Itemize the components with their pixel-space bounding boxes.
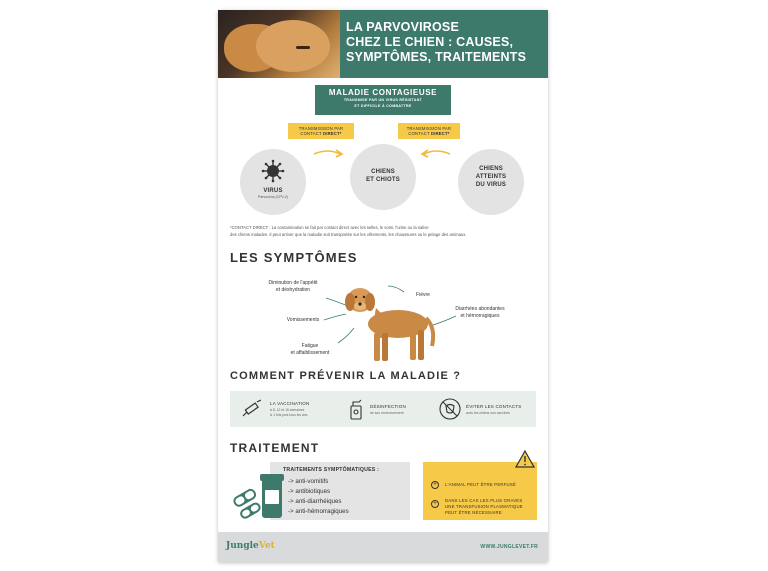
note-line2: des chiens malades. Il peut arriver que la maladie soit transportée sur les vêtements, les chaussures ou le pelage des animaux. <box>230 232 467 237</box>
plus-icon: + <box>431 481 439 489</box>
treatment-item: -> anti-vomitifs <box>288 478 329 485</box>
appetit-line1: Diminution de l'appétit <box>268 280 318 286</box>
no-contact-dog-icon <box>438 397 462 421</box>
traitement-title: TRAITEMENT <box>230 441 320 455</box>
treatment-item: -> anti-diarrhéiques <box>288 498 342 505</box>
atteints-line2: ATTEINTS <box>475 174 507 180</box>
symptomes-title: LES SYMPTÔMES <box>230 250 358 265</box>
symptom-vomissements: Vomissements <box>286 317 320 323</box>
maladie-subtitle-1: TRANSMISE PAR UN VIRUS RÉSISTANT <box>343 98 423 102</box>
warn-transfusion <box>445 498 523 516</box>
traitements-box-title: TRAITEMENTS SYMPTÔMATIQUES : <box>283 467 379 473</box>
tag-right-prefix: CONTACT <box>408 131 431 136</box>
contacts-title: ÉVITER LES CONTACTS <box>466 404 522 409</box>
spray-bottle-icon <box>348 398 364 420</box>
tag-right-line1: TRANSMISSION PAR <box>406 126 452 131</box>
chiens-line2: ET CHIOTS <box>366 177 400 183</box>
diarrhees-line1: Diarrhées abondantes <box>455 306 505 312</box>
warn2-line1: DANS LES CAS LES PLUS GRAVES <box>445 498 523 503</box>
syringe-icon <box>242 399 264 419</box>
logo-part1: Jungle <box>226 541 259 551</box>
maladie-subtitle-2: ET DIFFICILE À COMBATTRE <box>354 104 412 108</box>
fatigue-line1: Fatigue <box>301 343 319 349</box>
desinfection-title: DÉSINFECTION <box>370 404 406 409</box>
desinfection-sub: de son environnement <box>370 411 404 415</box>
vaccination-title: LA VACCINATION <box>270 401 310 406</box>
prevention-box <box>230 391 536 427</box>
title-line-3: SYMPTÔMES, TRAITEMENTS <box>346 50 527 64</box>
plus-icon: + <box>431 500 439 508</box>
vaccination-sub1: à 8, 12 et 16 semaines <box>270 408 305 412</box>
warn2-line2: UNE TRANSFUSION PLASMATIQUE <box>445 504 523 509</box>
title-line-1: LA PARVOVIROSE <box>346 20 460 34</box>
infographic-poster <box>218 10 548 562</box>
warn2-line3: PEUT ÊTRE NÉCESSAIRE <box>445 510 502 515</box>
logo-part2: Vet <box>258 541 275 551</box>
traitements-box <box>270 462 410 520</box>
note-line1: *CONTACT DIRECT : La contamination se fait par contact direct avec les selles, le vomi, l'urine ou la salive <box>230 225 429 230</box>
atteints-line1: CHIENS <box>479 166 503 172</box>
prevention-title: COMMENT PRÉVENIR LA MALADIE ? <box>230 370 462 382</box>
pills-bottle-icon <box>230 472 288 520</box>
contacts-sub: avec les chiens non vaccinés <box>466 411 510 415</box>
tag-right-bold: DIRECT* <box>431 131 450 136</box>
symptom-fievre: Fièvre <box>416 292 430 298</box>
warning-box <box>423 462 537 520</box>
virus-sub: Parvovirus (CPV-2) <box>258 195 288 199</box>
maladie-title: MALADIE CONTAGIEUSE <box>328 88 438 97</box>
atteints-line3: DU VIRUS <box>475 182 507 188</box>
tag-left-line1: TRANSMISSION PAR <box>298 126 344 131</box>
title-line-2: CHEZ LE CHIEN : CAUSES, <box>346 35 514 49</box>
tag-left-prefix: CONTACT <box>300 131 323 136</box>
fatigue-line2: et affaiblissement <box>290 350 330 356</box>
virus-label: VIRUS <box>263 188 283 194</box>
treatment-item: -> antibiotiques <box>288 488 331 495</box>
warn-perfuse: L'ANIMAL PEUT ÊTRE PERFUSÉ <box>445 482 516 487</box>
junglevet-logo <box>226 541 275 551</box>
warning-triangle-icon <box>515 450 535 468</box>
website-link[interactable]: WWW.JUNGLEVET.FR <box>480 544 538 550</box>
chiens-line1: CHIENS <box>371 169 395 175</box>
footer <box>218 532 548 562</box>
diarrhees-line2: et hémorragiques <box>460 313 500 319</box>
tag-left-bold: DIRECT* <box>323 131 342 136</box>
appetit-line2: et déshydration <box>275 287 311 293</box>
vaccination-sub2: & 1 fois puis tous les ans <box>270 413 308 417</box>
treatment-item: -> anti-hémorragiques <box>288 508 349 515</box>
dog-illustration <box>336 278 436 366</box>
